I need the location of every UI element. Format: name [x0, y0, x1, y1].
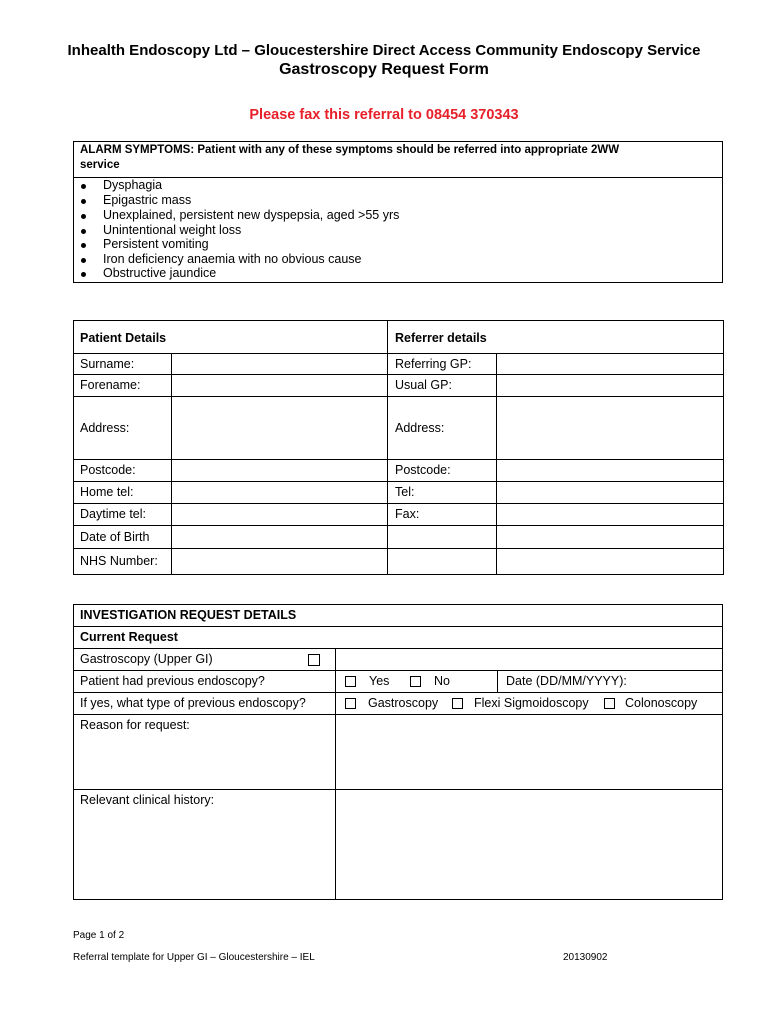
bullet-icon [81, 272, 86, 277]
list-item: Obstructive jaundice [103, 266, 217, 280]
list-item: Unexplained, persistent new dyspepsia, aged >55 yrs [103, 208, 400, 222]
document-code: 20130902 [563, 952, 608, 963]
referrer-tel-label: Tel: [395, 485, 415, 499]
previous-endoscopy-label: Patient had previous endoscopy? [80, 674, 265, 688]
clinical-history-field[interactable] [336, 790, 722, 899]
bullet-icon [81, 229, 86, 234]
form-title: Gastroscopy Request Form [279, 61, 489, 78]
patient-details-heading: Patient Details [80, 331, 167, 345]
date-label: Date (DD/MM/YYYY): [506, 674, 627, 688]
referrer-address-field[interactable] [497, 397, 723, 459]
alarm-heading: ALARM SYMPTOMS: Patient with any of these symptoms should be referred into appropriate 2WW [80, 144, 620, 156]
dob-label: Date of Birth [80, 530, 150, 544]
alarm-heading-cont: service [80, 159, 120, 171]
flexi-sigmoidoscopy-checkbox[interactable] [452, 698, 463, 709]
daytime-tel-field[interactable] [172, 504, 386, 525]
gastroscopy-label: Gastroscopy (Upper GI) [80, 652, 213, 666]
bullet-icon [81, 258, 86, 263]
patient-address-field[interactable] [172, 397, 386, 459]
no-label: No [434, 674, 450, 688]
referrer-tel-field[interactable] [497, 482, 723, 503]
template-reference: Referral template for Upper GI – Gloucestershire – IEL [73, 952, 315, 963]
usual-gp-field[interactable] [497, 375, 723, 396]
list-item: Iron deficiency anaemia with no obvious cause [103, 252, 362, 266]
daytime-tel-label: Daytime tel: [80, 507, 146, 521]
home-tel-field[interactable] [172, 482, 386, 503]
bullet-icon [81, 214, 86, 219]
bullet-icon [81, 243, 86, 248]
gastroscopy-type-checkbox[interactable] [345, 698, 356, 709]
investigation-heading: INVESTIGATION REQUEST DETAILS [80, 608, 297, 622]
referrer-postcode-field[interactable] [497, 460, 723, 481]
flexi-sigmoidoscopy-label: Flexi Sigmoidoscopy [474, 696, 589, 710]
bullet-icon [81, 199, 86, 204]
reason-label: Reason for request: [80, 718, 190, 732]
yes-checkbox[interactable] [345, 676, 356, 687]
home-tel-label: Home tel: [80, 485, 134, 499]
list-item: Epigastric mass [103, 193, 192, 207]
gastroscopy-type-label: Gastroscopy [368, 696, 439, 710]
referrer-address-label: Address: [395, 421, 445, 435]
patient-postcode-label: Postcode: [80, 463, 136, 477]
bullet-icon [81, 184, 86, 189]
referring-gp-label: Referring GP: [395, 357, 472, 371]
referring-gp-field[interactable] [497, 354, 723, 374]
gastroscopy-checkbox[interactable] [308, 654, 320, 666]
surname-field[interactable] [172, 354, 386, 374]
colonoscopy-checkbox[interactable] [604, 698, 615, 709]
list-item: Persistent vomiting [103, 237, 209, 251]
forename-field[interactable] [172, 375, 386, 396]
no-checkbox[interactable] [410, 676, 421, 687]
organisation-title: Inhealth Endoscopy Ltd – Gloucestershire Direct Access Community Endoscopy Service [67, 42, 701, 59]
nhs-number-field[interactable] [172, 549, 386, 574]
referrer-fax-label: Fax: [395, 507, 420, 521]
yes-label: Yes [369, 674, 390, 688]
list-item: Dysphagia [103, 178, 163, 192]
referrer-fax-field[interactable] [497, 504, 723, 525]
forename-label: Forename: [80, 378, 141, 392]
referrer-details-heading: Referrer details [395, 331, 487, 345]
usual-gp-label: Usual GP: [395, 378, 452, 392]
current-request-heading: Current Request [80, 630, 178, 644]
referrer-postcode-label: Postcode: [395, 463, 451, 477]
fax-notice: Please fax this referral to 08454 370343 [249, 107, 519, 123]
nhs-number-label: NHS Number: [80, 554, 158, 568]
dob-field[interactable] [172, 526, 386, 548]
patient-address-label: Address: [80, 421, 130, 435]
surname-label: Surname: [80, 357, 135, 371]
page-number: Page 1 of 2 [73, 930, 125, 941]
list-item: Unintentional weight loss [103, 223, 242, 237]
clinical-history-label: Relevant clinical history: [80, 793, 215, 807]
patient-postcode-field[interactable] [172, 460, 386, 481]
reason-field[interactable] [336, 715, 722, 789]
colonoscopy-label: Colonoscopy [625, 696, 698, 710]
previous-type-label: If yes, what type of previous endoscopy? [80, 696, 306, 710]
